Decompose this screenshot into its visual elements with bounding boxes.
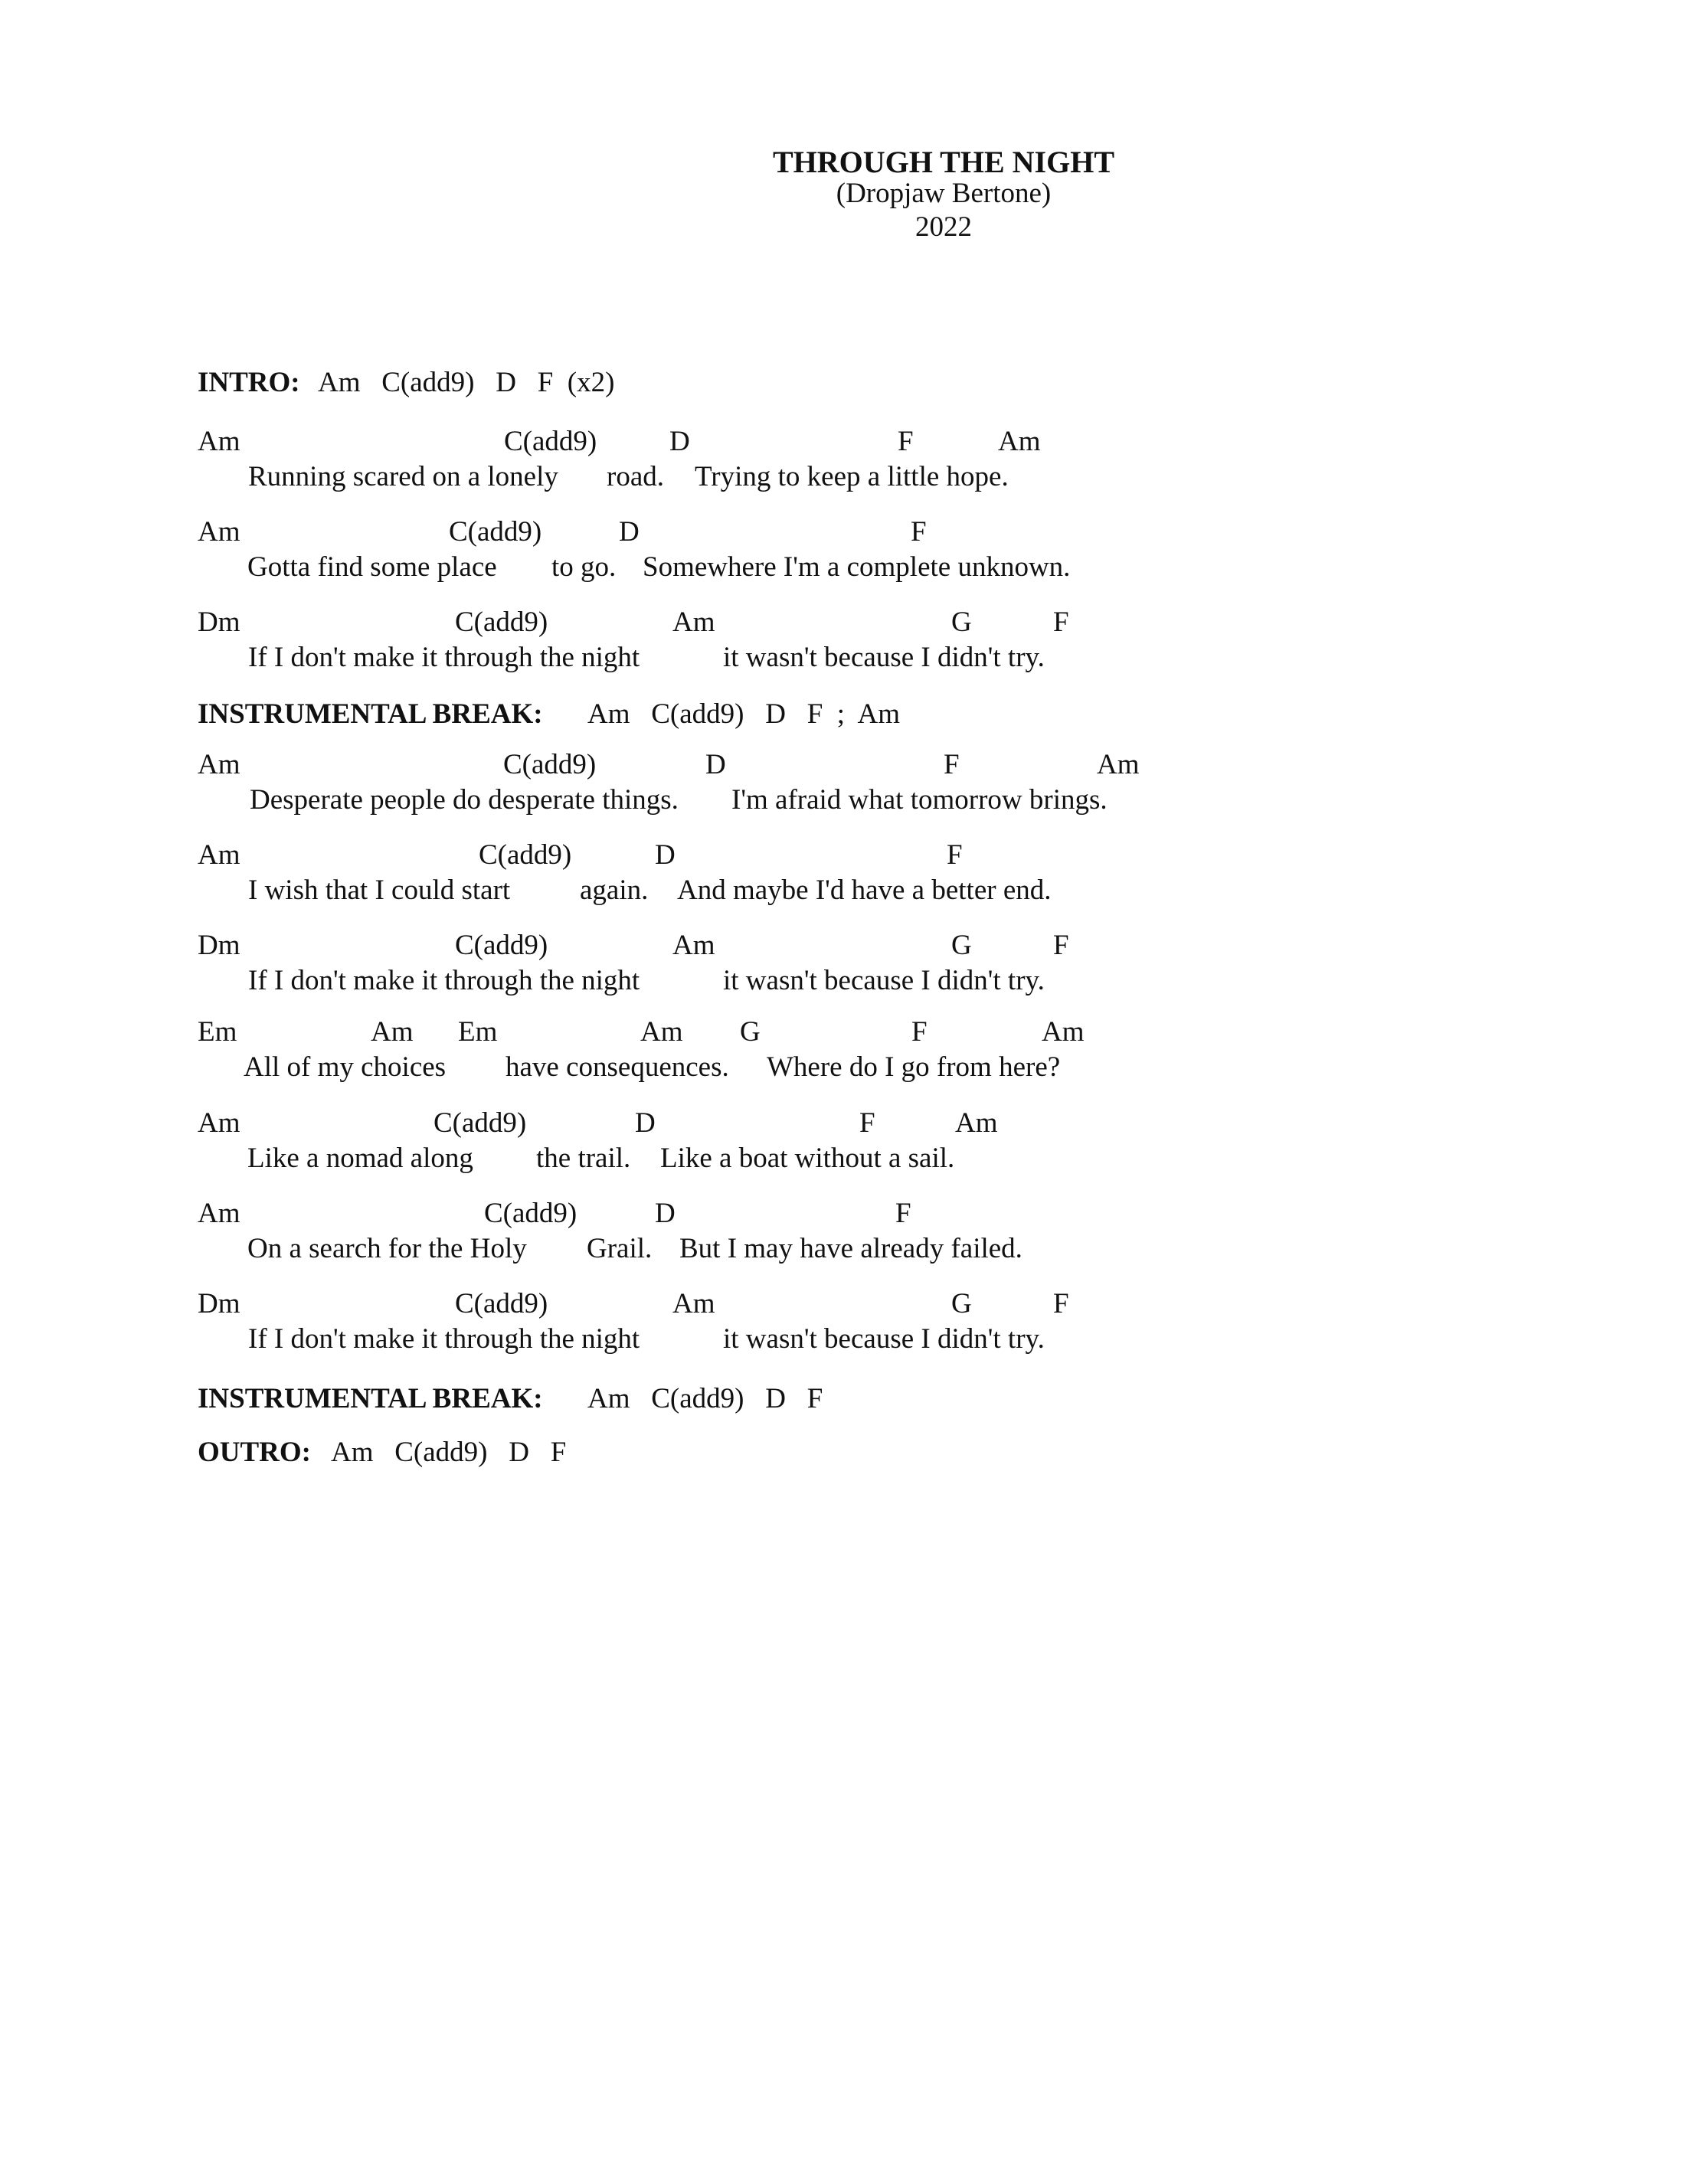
chord: Am: [371, 1016, 414, 1048]
chord: D: [705, 749, 726, 780]
chord: Dm: [198, 606, 240, 638]
break-label: INSTRUMENTAL BREAK:: [198, 1383, 543, 1414]
break-chords: Am C(add9) D F: [587, 1383, 823, 1414]
chord: Dm: [198, 1288, 240, 1319]
chord: D: [655, 839, 676, 871]
chord: F: [1053, 1288, 1069, 1319]
break-line: [0, 1382, 1685, 1417]
chord-line: [0, 515, 1685, 551]
chord: C(add9): [434, 1107, 527, 1139]
chord: Am: [198, 426, 240, 457]
lyric: All of my choices: [244, 1051, 447, 1083]
chord: Am: [955, 1107, 998, 1139]
chord: Am: [198, 839, 240, 871]
chord: Am: [640, 1016, 683, 1048]
lyric-line: [0, 1232, 1685, 1267]
chord: D: [619, 516, 640, 548]
chord: Am: [998, 426, 1041, 457]
lyric: it wasn't because I didn't try.: [723, 1323, 1045, 1355]
chord: F: [944, 749, 960, 780]
lyric: Trying to keep a little hope.: [695, 461, 1009, 492]
chord: C(add9): [449, 516, 542, 548]
intro-label: INTRO:: [198, 367, 300, 398]
break-line: [0, 698, 1685, 733]
chord-line: [0, 1197, 1685, 1232]
chord: F: [1053, 930, 1069, 961]
chord: Dm: [198, 930, 240, 961]
chord: F: [859, 1107, 875, 1139]
lyric: Somewhere I'm a complete unknown.: [643, 551, 1071, 583]
chord: F: [898, 426, 914, 457]
chord: G: [951, 930, 972, 961]
song-title: THROUGH THE NIGHT: [772, 145, 1115, 179]
lyric-line: [0, 551, 1685, 586]
lyric: But I may have already failed.: [679, 1233, 1022, 1264]
lyric-line: [0, 783, 1685, 819]
chord: Am: [672, 930, 715, 961]
lyric: it wasn't because I didn't try.: [723, 965, 1045, 996]
lyric: If I don't make it through the night: [248, 965, 640, 996]
lyric-line: [0, 460, 1685, 495]
intro-line: [0, 366, 1685, 401]
chord: C(add9): [504, 426, 597, 457]
lyric-line: [0, 1142, 1685, 1177]
lyric: If I don't make it through the night: [248, 642, 640, 673]
chord: F: [911, 516, 927, 548]
chord: C(add9): [503, 749, 597, 780]
outro-label: OUTRO:: [198, 1437, 311, 1468]
chord-line: [0, 1015, 1685, 1051]
chord: D: [669, 426, 690, 457]
lyric-line: [0, 874, 1685, 909]
lyric-line: [0, 964, 1685, 999]
chord: Am: [1097, 749, 1140, 780]
lyric: again.: [580, 875, 649, 906]
break-label: INSTRUMENTAL BREAK:: [198, 698, 543, 730]
outro-line: [0, 1436, 1685, 1471]
chord: G: [740, 1016, 761, 1048]
chord: F: [911, 1016, 928, 1048]
chord: D: [635, 1107, 656, 1139]
lyric: On a search for the Holy: [247, 1233, 527, 1264]
lyric: And maybe I'd have a better end.: [677, 875, 1052, 906]
chord: F: [947, 839, 963, 871]
lyric: it wasn't because I didn't try.: [723, 642, 1045, 673]
song-artist: (Dropjaw Bertone): [836, 178, 1052, 209]
chord: C(add9): [455, 1288, 548, 1319]
chord: Am: [198, 516, 240, 548]
lyric: the trail.: [536, 1143, 631, 1174]
song-year: 2022: [915, 211, 972, 243]
lyric: Running scared on a lonely: [248, 461, 558, 492]
chord-line: [0, 839, 1685, 874]
chord-line: [0, 606, 1685, 641]
chord: F: [1053, 606, 1069, 638]
chord: Am: [198, 749, 240, 780]
chord: C(add9): [484, 1198, 577, 1229]
lyric: Grail.: [587, 1233, 653, 1264]
lyric: Desperate people do desperate things.: [250, 784, 679, 816]
chord: Em: [458, 1016, 498, 1048]
chord-line: [0, 1287, 1685, 1322]
chord-line: [0, 1107, 1685, 1142]
lyric: I wish that I could start: [248, 875, 511, 906]
break-chords: Am C(add9) D F ; Am: [587, 698, 901, 730]
chord: Am: [672, 1288, 715, 1319]
lyric: Gotta find some place: [247, 551, 497, 583]
lyric: If I don't make it through the night: [248, 1323, 640, 1355]
lyric-line: [0, 641, 1685, 676]
chord: Am: [672, 606, 715, 638]
chord: C(add9): [455, 606, 548, 638]
chord: G: [951, 606, 972, 638]
lyric: have consequences.: [506, 1051, 729, 1083]
chord: G: [951, 1288, 972, 1319]
chord: F: [895, 1198, 911, 1229]
lyric: Like a boat without a sail.: [660, 1143, 955, 1174]
chord: D: [655, 1198, 676, 1229]
chord: Am: [1042, 1016, 1085, 1048]
chord: C(add9): [455, 930, 548, 961]
lyric-line: [0, 1322, 1685, 1358]
chord: Am: [198, 1107, 240, 1139]
lyric: Like a nomad along: [247, 1143, 473, 1174]
lyric: road.: [607, 461, 664, 492]
chord: C(add9): [479, 839, 572, 871]
lyric: to go.: [551, 551, 617, 583]
chord: Em: [198, 1016, 237, 1048]
lyric: I'm afraid what tomorrow brings.: [731, 784, 1108, 816]
chord-line: [0, 748, 1685, 783]
intro-chords: Am C(add9) D F (x2): [318, 367, 615, 398]
chord-line: [0, 929, 1685, 964]
lyric: Where do I go from here?: [767, 1051, 1061, 1083]
outro-chords: Am C(add9) D F: [331, 1437, 567, 1468]
chord-line: [0, 425, 1685, 460]
lyric-line: [0, 1051, 1685, 1086]
chord: Am: [198, 1198, 240, 1229]
